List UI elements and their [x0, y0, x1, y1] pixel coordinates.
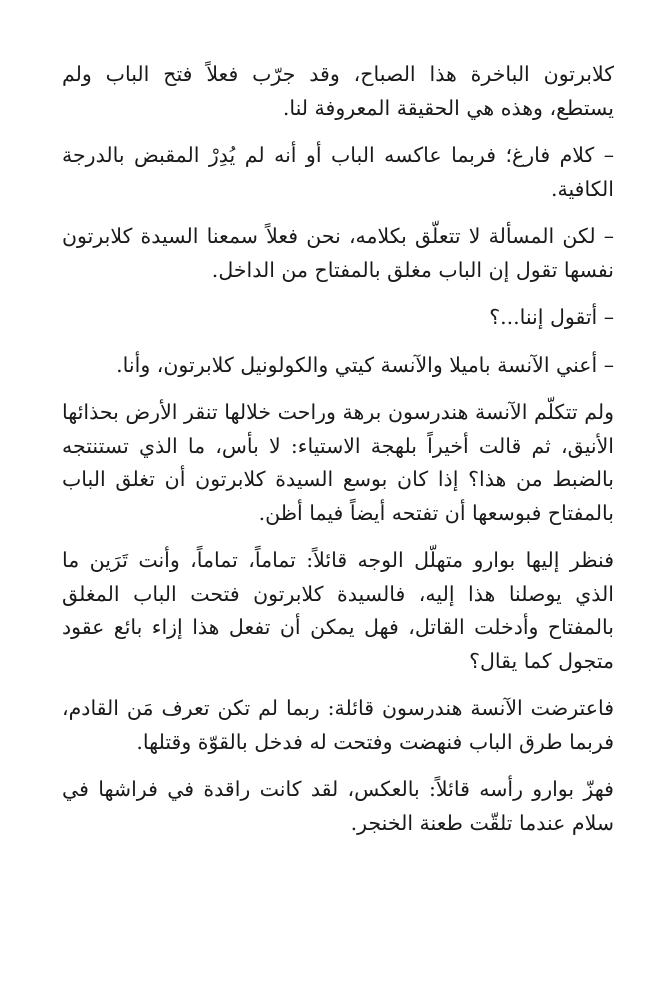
- paragraph: – لكن المسألة لا تتعلّق بكلامه، نحن فعلاً سمعنا السيدة كلابرتون نفسها تقول إن الباب مغلق بالمفتاح من الداخل.: [62, 224, 614, 282]
- paragraph: فنظر إليها بوارو متهلّل الوجه قائلاً: تماماً، تماماً، وأنت تَرَين ما الذي يوصلنا هذا إليه، فالسيدة كلابرتون فتحت الباب المغلق بالمفتاح وأدخلت القاتل، فهل يمكن أن تفعل هذا إزاء بائع عقود متجول كما يقال؟: [62, 548, 614, 673]
- book-page: [62, 58, 614, 854]
- paragraph: فهزّ بوارو رأسه قائلاً: بالعكس، لقد كانت راقدة في فراشها في سلام عندما تلقّت طعنة الخنجر.: [62, 777, 614, 835]
- paragraph: – أتقول إننا...؟: [489, 305, 614, 329]
- paragraph: – أعني الآنسة باميلا والآنسة كيتي والكولونيل كلابرتون، وأنا.: [116, 352, 614, 377]
- paragraph: – كلام فارغ؛ فربما عاكسه الباب أو أنه لم يُدِرْ المقبض بالدرجة الكافية.: [62, 143, 614, 201]
- paragraph: كلابرتون الباخرة هذا الصباح، وقد جرّب فعلاً فتح الباب ولم يستطع، وهذه هي الحقيقة المعروفة لنا.: [62, 62, 614, 120]
- paragraph: فاعترضت الآنسة هندرسون قائلة: ربما لم تكن تعرف مَن القادم، فربما طرق الباب فنهضت وفتحت له فدخل بالقوّة وقتلها.: [62, 696, 614, 754]
- paragraph: ولم تتكلّم الآنسة هندرسون برهة وراحت خلالها تنقر الأرض بحذائها الأنيق، ثم قالت أخيراً بلهجة الاستياء: لا بأس، ما الذي تستنتجه بالضبط من هذا؟ إذا كان بوسع السيدة كلابرتون أن تغلق الباب بالمفتاح فبوسعها أن تفتحه أيضاً فيما أظن.: [62, 400, 614, 525]
